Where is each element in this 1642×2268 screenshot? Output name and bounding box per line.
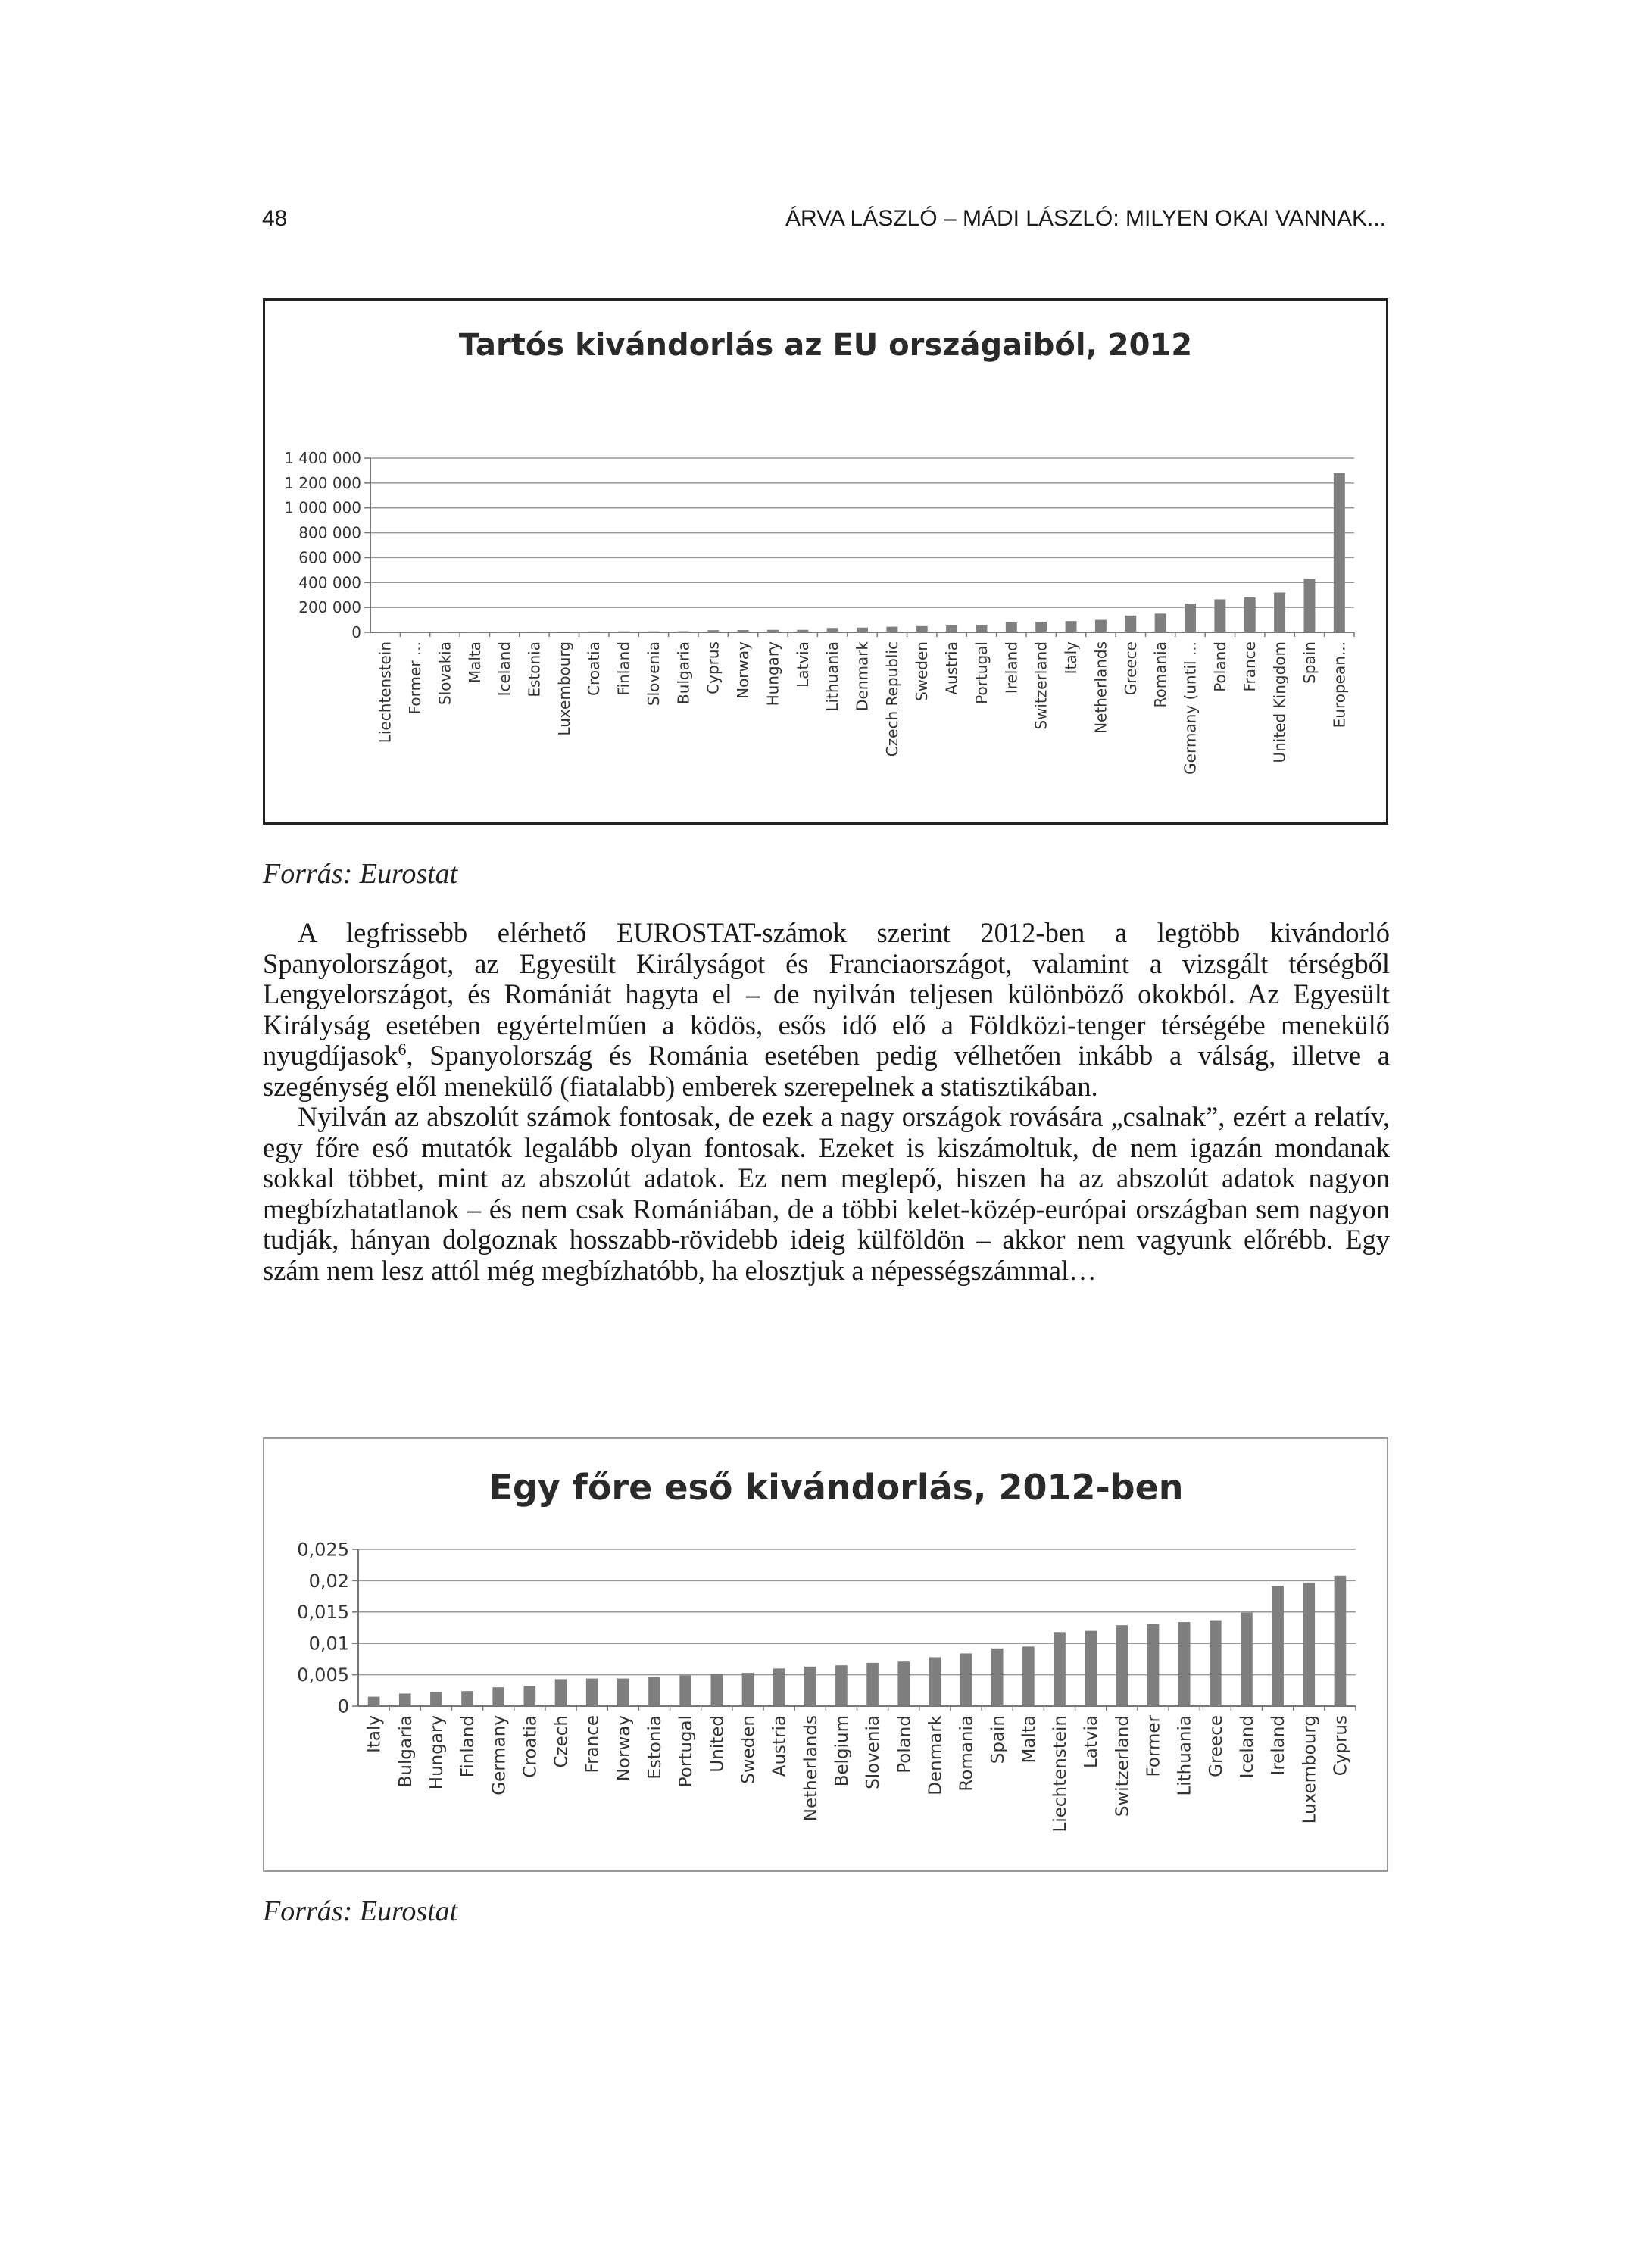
chart1-category-label: Slovakia [435,641,454,705]
chart2-category-label: Iceland [1238,1715,1258,1779]
chart1-ytick-label: 1 400 000 [284,449,361,467]
chart1-category-label: Liechtenstein [376,641,395,744]
chart2-category-label: Bulgaria [395,1715,416,1788]
chart2-title: Egy főre eső kivándorlás, 2012-ben [489,1467,1184,1508]
chart1-bar [1334,473,1345,632]
chart2-bar [1085,1631,1097,1706]
chart2-bar [960,1653,972,1706]
chart2-bar [1116,1625,1128,1706]
chart1-category-label: France [1241,641,1260,692]
chart1-category-label: Spain [1300,641,1319,684]
running-title: ÁRVA LÁSZLÓ – MÁDI LÁSZLÓ: MILYEN OKAI VANNAK... [785,206,1386,231]
chart2-category-label: Liechtenstein [1050,1715,1071,1833]
chart2-category-label: United [707,1715,728,1773]
chart1-category-label: United Kingdom [1270,641,1289,763]
figure2-source: Forrás: Eurostat [263,1895,458,1927]
chart1-title: Tartós kivándorlás az EU országaiból, 2012 [458,328,1193,363]
body-text [263,918,1390,1286]
chart2-category-label: Former [1144,1715,1164,1777]
chart1-bar [976,625,987,632]
chart1-bar [827,628,838,632]
chart1-category-label: Denmark [853,641,872,711]
chart1-bar [1095,620,1107,632]
chart2-ytick-label: 0,025 [297,1539,349,1561]
chart2-category-label: Luxembourg [1300,1715,1320,1824]
chart1-category-label: Latvia [793,641,812,688]
chart1-bar [738,630,749,632]
chart1-category-label: Luxembourg [554,641,573,736]
footnote-ref[interactable]: 6 [398,1039,407,1059]
chart2-category-label: Spain [988,1715,1008,1764]
chart1-bar [379,632,391,633]
chart1-category-label: Estonia [525,641,544,697]
chart1-category-label: Romania [1151,641,1170,708]
chart2-category-label: Switzerland [1113,1715,1133,1817]
chart2-bar [742,1673,754,1706]
chart1-category-label: Portugal [972,641,991,704]
chart2-category-label: Lithuania [1175,1715,1195,1796]
chart1-bar [797,630,808,632]
paragraph-1-text: A legfrissebb elérhető EUROSTAT-számok szerint 2012-ben a legtöbb kivándorló Spanyolországot, az Egyesült Királyságot és Franciaországot, valamint a vizsgált térségből Lengyelországot, és Romániát hagyta el – de nyilván teljesen különböző okokból. Az Egyesült Királyság esetében egyértelműen a ködös, esős idő elő a Földközi-tenger térségébe menekülő nyugdíjasok [263,917,1390,1071]
chart2-ytick-label: 0,02 [308,1570,349,1592]
chart2-category-label: Latvia [1082,1715,1102,1769]
chart2-category-label: Netherlands [801,1715,821,1822]
chart1-bar [1006,622,1017,632]
chart1-category-label: Sweden [913,641,932,702]
chart2-bar [492,1687,504,1706]
chart1-category-label: Czech Republic [882,641,901,757]
chart1-ytick-label: 1 200 000 [284,473,361,492]
chart2-bar [524,1686,536,1706]
chart1-bar [1214,599,1225,632]
chart1-category-label: Austria [942,641,961,695]
chart2-category-label: Finland [458,1715,479,1778]
chart2-ytick-label: 0 [337,1696,349,1717]
chart2-bar [1147,1624,1160,1706]
chart2-category-label: Ireland [1269,1715,1289,1776]
chart1-bar [410,632,421,633]
chart2-category-label: Poland [894,1715,915,1774]
chart2-bar [617,1679,629,1706]
chart1-category-label: Bulgaria [674,641,693,704]
chart1-bar [1244,597,1256,632]
chart1-category-label: Netherlands [1091,641,1110,734]
chart2-ytick-label: 0,01 [308,1633,349,1655]
chart2-category-label: Denmark [926,1715,946,1795]
paragraph-2: Nyilván az abszolút számok fontosak, de ezek a nagy országok rovására „csalnak”, ezért a relatív, egy főre eső mutatók legalább olyan fontosak. Ezeket is kiszámoltuk, de nem igazán mondanak sokkal többet, mint az abszolút adatok. Ez nem meglepő, hiszen ha az abszolút adatok nagyon megbízhatatlanok – és nem csak Romániában, de a többi kelet-közép-európai országban sem nagyon tudják, hányan dolgoznak hosszabb-rövidebb ideig külföldön – akkor nem vagyunk előrébb. Egy szám nem lesz attól még megbízhatóbb, ha elosztjuk a népességszámmal… [263,1101,1390,1286]
chart2-bar [804,1667,816,1706]
paragraph-1-text-end: , Spanyolország és Románia esetében pedig vélhetően inkább a válság, illetve a szegénység elől menekülő (fiatalabb) emberek szerepelnek a statisztikában. [263,1040,1390,1102]
chart2-bar [368,1697,380,1706]
chart1-bar [1125,616,1136,632]
page-number: 48 [262,206,288,231]
chart1-ytick-label: 200 000 [298,598,361,617]
chart1-category-label: Hungary [763,641,782,707]
chart-absolute-emigration-svg [265,301,1386,822]
chart2-bar [1272,1586,1284,1706]
chart1-category-label: Croatia [585,641,604,696]
chart1-bar [1035,622,1047,632]
chart2-category-label: Belgium [832,1715,852,1787]
chart-per-capita-emigration [263,1437,1388,1872]
chart2-bar [586,1679,598,1706]
chart1-category-label: Former ... [406,641,425,715]
chart-per-capita-emigration-svg [264,1439,1387,1870]
chart2-bar [430,1692,442,1706]
chart2-category-label: Greece [1206,1715,1226,1777]
chart2-bar [1303,1583,1315,1706]
chart2-category-label: Estonia [645,1715,666,1780]
chart2-category-label: Czech [551,1715,572,1768]
chart1-bar [1155,613,1166,632]
chart2-bar [897,1661,910,1706]
chart2-bar [555,1679,567,1706]
chart2-category-label: Romania [957,1715,977,1792]
chart1-category-label: Norway [734,641,753,699]
chart1-bar [469,632,480,633]
chart2-category-label: Austria [769,1715,790,1777]
chart1-ytick-label: 600 000 [298,548,361,567]
chart2-bar [399,1693,411,1706]
chart-absolute-emigration [263,298,1388,825]
chart1-bar [1066,621,1077,632]
chart1-category-label: Malta [465,641,484,684]
chart2-category-label: Italy [364,1715,385,1753]
chart1-ytick-label: 800 000 [298,523,361,542]
chart1-category-label: Finland [614,641,633,696]
chart1-bar [1185,604,1196,632]
chart1-bar [707,630,719,632]
chart1-category-label: Slovenia [644,641,663,707]
chart2-category-label: Germany [489,1715,510,1795]
chart2-bar [1335,1576,1347,1706]
chart1-bar [1274,592,1285,632]
figure1-source: Forrás: Eurostat [263,858,458,890]
chart2-bar [1210,1621,1222,1706]
chart2-bar [1178,1622,1191,1706]
chart1-category-label: European... [1330,641,1349,728]
chart2-bar [991,1649,1004,1706]
chart2-ytick-label: 0,015 [297,1602,349,1624]
chart1-ytick-label: 1 000 000 [284,498,361,517]
chart2-category-label: France [582,1715,603,1774]
chart2-bar [1241,1613,1253,1706]
chart1-category-label: Italy [1062,641,1081,675]
chart2-bar [461,1691,473,1706]
chart2-ytick-label: 0,005 [297,1664,349,1686]
chart2-category-label: Norway [613,1715,634,1782]
chart2-category-label: Slovenia [863,1715,884,1789]
chart1-category-label: Cyprus [704,641,723,694]
chart1-category-label: Greece [1121,641,1140,696]
chart1-bar [499,632,510,633]
chart2-category-label: Sweden [738,1715,759,1784]
chart1-category-label: Germany (until ... [1181,641,1200,775]
chart1-category-label: Switzerland [1032,641,1050,730]
chart1-ytick-label: 400 000 [298,573,361,592]
chart2-category-label: Malta [1019,1715,1039,1764]
paragraph-1 [263,918,1390,1102]
chart2-category-label: Portugal [676,1715,697,1788]
chart2-bar [1022,1646,1035,1706]
chart1-category-label: Ireland [1002,641,1021,694]
chart1-bar [767,630,779,632]
chart2-bar [929,1657,941,1706]
chart2-bar [710,1674,723,1706]
chart1-bar [1303,579,1315,632]
chart1-bar [946,625,957,632]
chart1-bar [857,628,868,632]
chart2-bar [866,1663,879,1706]
chart2-bar [679,1675,691,1706]
chart1-bar [439,632,451,633]
chart2-bar [1054,1632,1066,1706]
chart2-bar [773,1668,785,1706]
chart1-bar [916,626,928,632]
chart1-ytick-label: 0 [351,623,361,641]
chart2-bar [835,1665,848,1706]
chart2-category-label: Croatia [520,1715,541,1778]
chart1-category-label: Iceland [495,641,514,697]
chart2-category-label: Hungary [426,1715,447,1790]
chart1-category-label: Lithuania [823,641,842,712]
chart1-category-label: Poland [1210,641,1229,692]
chart1-bar [886,627,897,632]
chart2-bar [648,1677,660,1706]
chart2-category-label: Cyprus [1331,1715,1351,1777]
